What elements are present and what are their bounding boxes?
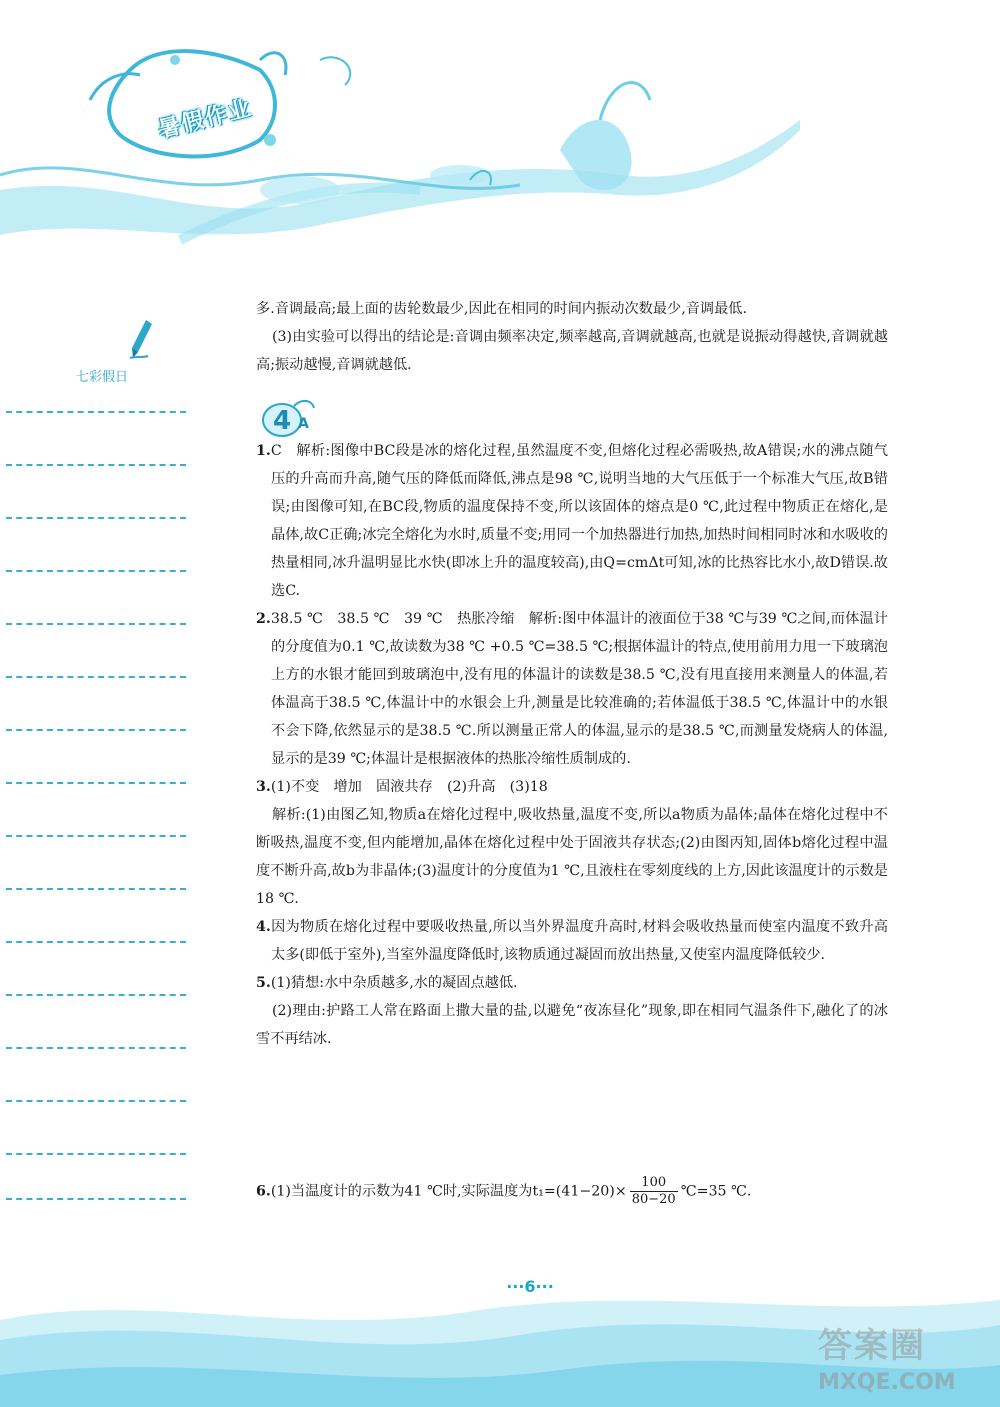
fraction-numerator: 100 — [630, 1175, 678, 1192]
question-1 — [256, 437, 888, 605]
question-5 — [256, 969, 888, 997]
divider — [6, 729, 186, 731]
question-5-part-2: (2)理由:护路工人常在路面上撒大量的盐,以避免“夜冻昼化”现象,即在相同气温条件下,融化了的冰雪不再结冰. — [256, 1003, 888, 1047]
question-1-text: C 解析:图像中BC段是冰的熔化过程,虽然温度不变,但熔化过程必需吸热,故A错误;水的沸点随气压的升高而升高,随气压的降低而降低,沸点是98 ℃,说明当地的大气压低于一个标准大气压,故B错误;由图像可知,在BC段,物质的温度保持不变,所以该固体的熔点是0 ℃,此过程中物质正在熔化,是晶体,故C正确;冰完全熔化为水时,质量不变;用同一个加热器进行加热,加热时间相同时冰和水吸收的热量相同,冰升温明显比水快(即冰上升的温度较高),由Q=cmΔt可知,冰的比热容比水小,故D错误.故选C. — [270, 443, 888, 599]
badge-number: 4 — [273, 406, 292, 436]
badge-letter: A — [298, 416, 309, 432]
question-6-suffix: ℃=35 ℃. — [680, 1183, 752, 1200]
page-number: ···6··· — [506, 1277, 554, 1296]
question-number: 2. — [256, 611, 271, 627]
divider — [6, 888, 186, 890]
question-2 — [256, 605, 888, 773]
question-3-answer: (1)不变 增加 固液共存 (2)升高 (3)18 — [270, 779, 548, 795]
divider — [6, 835, 186, 837]
question-6 — [256, 1175, 888, 1208]
question-number: 6. — [256, 1183, 271, 1200]
divider — [6, 411, 186, 413]
question-2-text: 38.5 ℃ 38.5 ℃ 39 ℃ 热胀冷缩 解析:图中体温计的液面位于38 ℃与39 ℃之间,而体温计的分度值为0.1 ℃,故读数为38 ℃ +0.5 ℃=38.5 ℃;根据体温计的特点,使用前用力甩一下玻璃泡上方的水银才能回到玻璃泡中,没有甩的体温计的读数是38.5 ℃,没有甩直接用来测量人的体温,若体温高于38.5 ℃,体温计中的水银会上升,测量是比较准确的;若体温低于38.5 ℃,体温计中的水银不会下降,依然显示的是38.5 ℃.所以测量正常人的体温,显示的是38.5 ℃,而测量发烧病人的体温,显示的是39 ℃;体温计是根据液体的热胀冷缩性质制成的. — [270, 611, 888, 767]
divider — [6, 994, 186, 996]
pen-icon — [128, 318, 154, 360]
divider — [6, 517, 186, 519]
divider — [6, 1153, 186, 1155]
question-number: 4. — [256, 919, 271, 935]
watermark-logo: 答案圈 — [818, 1326, 926, 1366]
divider — [6, 1100, 186, 1102]
divider — [6, 782, 186, 784]
question-4 — [256, 913, 888, 969]
divider — [6, 623, 186, 625]
divider — [6, 464, 186, 466]
divider — [6, 570, 186, 572]
banner-title: 暑假作业 — [155, 95, 256, 144]
question-5-part-1: (1)猜想:水中杂质越多,水的凝固点越低. — [270, 975, 518, 991]
divider — [6, 941, 186, 943]
question-3 — [256, 773, 888, 801]
fraction-denominator: 80−20 — [631, 1192, 676, 1207]
answer-content — [256, 295, 888, 1053]
watermark-url: MXQE.COM — [818, 1370, 956, 1395]
divider — [6, 676, 186, 678]
divider — [6, 1198, 186, 1200]
question-6-prefix: (1)当温度计的示数为41 ℃时,实际温度为t₁=(41−20)× — [270, 1183, 627, 1200]
intro-line-2: (3)由实验可以得出的结论是:音调由频率决定,频率越高,音调就越高,也就是说振动得越快,音调就越高;振动越慢,音调就越低. — [256, 329, 888, 373]
question-number: 1. — [256, 443, 271, 459]
question-number: 3. — [256, 779, 271, 795]
fraction — [630, 1175, 678, 1208]
sidebar-label: 七彩假日 — [76, 370, 129, 385]
intro-line-1: 多.音调最高;最上面的齿轮数最少,因此在相同的时间内振动次数最少,音调最低. — [256, 301, 748, 317]
question-4-text: 因为物质在熔化过程中要吸收热量,所以当外界温度升高时,材料会吸收热量而使室内温度不致升高太多(即低于室外),当室外温度降低时,该物质通过凝固而放出热量,又使室内温度降低较少. — [270, 919, 888, 963]
question-3-analysis: 解析:(1)由图乙知,物质a在熔化过程中,吸收热量,温度不变,所以a物质为晶体;晶体在熔化过程中不断吸热,温度不变,但内能增加,晶体在熔化过程中处于固液共存状态;(2)由图丙知,固体b熔化过程中温度不断升高,故b为非晶体;(3)温度计的分度值为1 ℃,且液柱在零刻度线的上方,因此该温度计的示数是18 ℃. — [256, 807, 888, 907]
divider — [6, 1047, 186, 1049]
question-number: 5. — [256, 975, 271, 991]
